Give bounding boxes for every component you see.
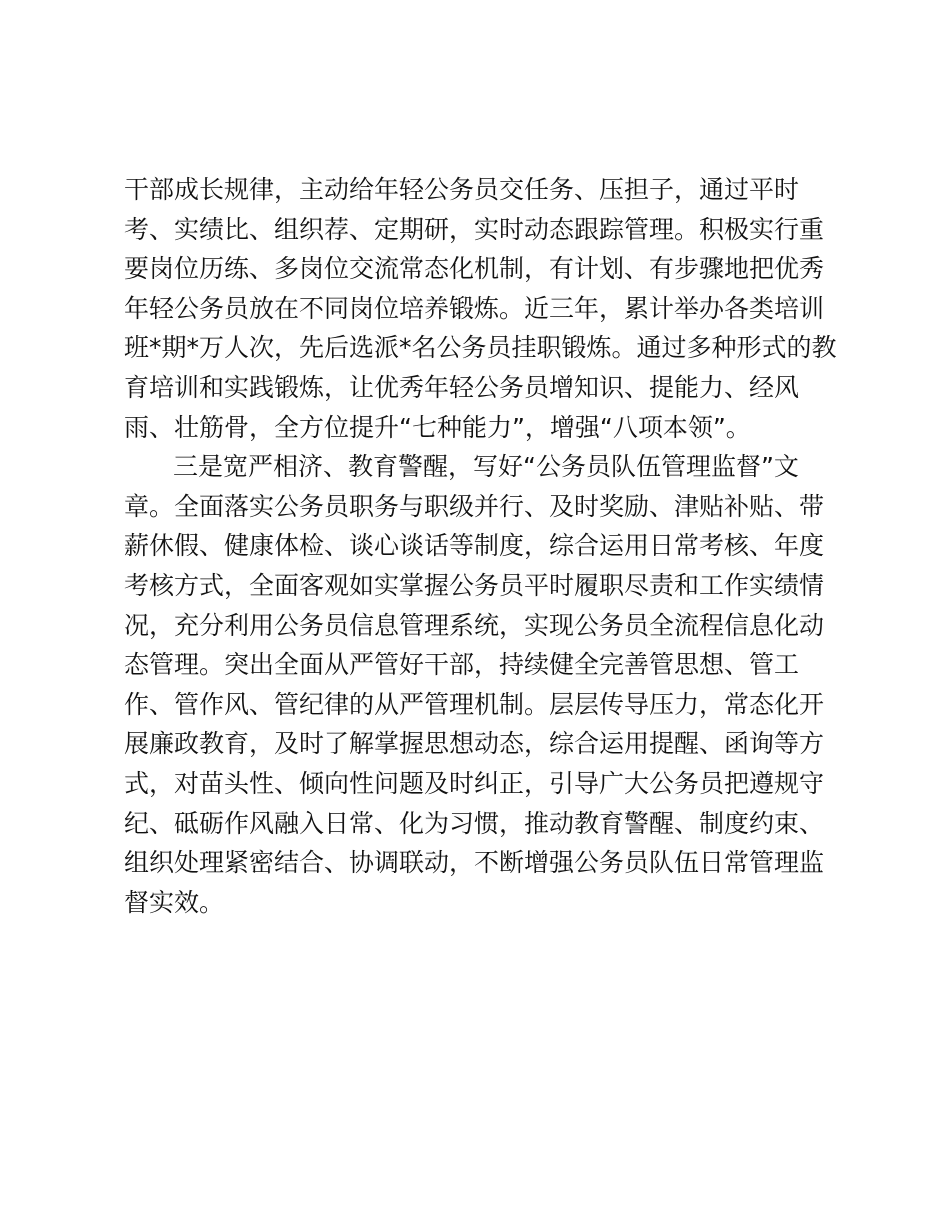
text-line: 考核方式，全面客观如实掌握公务员平时履职尽责和工作实绩情 bbox=[124, 570, 825, 600]
text-line: 态管理。突出全面从严管好干部，持续健全完善管思想、管工 bbox=[124, 650, 800, 680]
text-line: 要岗位历练、多岗位交流常态化机制，有计划、有步骤地把优秀 bbox=[124, 254, 825, 284]
body-text bbox=[124, 170, 844, 922]
text-line: 年轻公务员放在不同岗位培养锻炼。近三年，累计举办各类培训 bbox=[124, 293, 825, 323]
text-line: 组织处理紧密结合、协调联动，不断增强公务员队伍日常管理监 bbox=[124, 848, 825, 878]
text-line: 三是宽严相济、教育警醒，写好“公务员队伍管理监督”文 bbox=[173, 452, 799, 482]
text-line: 薪休假、健康体检、谈心谈话等制度，综合运用日常考核、年度 bbox=[124, 531, 825, 561]
text-line: 育培训和实践锻炼，让优秀年轻公务员增知识、提能力、经风 bbox=[124, 372, 800, 402]
text-line: 督实效。 bbox=[124, 887, 225, 917]
text-line: 式，对苗头性、倾向性问题及时纠正，引导广大公务员把遵规守 bbox=[124, 768, 825, 798]
text-line: 雨、壮筋骨，全方位提升“七种能力”，增强“八项本领”。 bbox=[124, 412, 751, 442]
text-line: 班*期*万人次，先后选派*名公务员挂职锻炼。通过多种形式的教 bbox=[124, 333, 837, 363]
text-line: 考、实绩比、组织荐、定期研，实时动态跟踪管理。积极实行重 bbox=[124, 214, 825, 244]
text-line: 章。全面落实公务员职务与职级并行、及时奖励、津贴补贴、带 bbox=[124, 491, 825, 521]
text-line: 作、管作风、管纪律的从严管理机制。层层传导压力，常态化开 bbox=[124, 689, 825, 719]
paragraph-1 bbox=[124, 170, 844, 447]
text-line: 况，充分利用公务员信息管理系统，实现公务员全流程信息化动 bbox=[124, 610, 825, 640]
text-line: 干部成长规律，主动给年轻公务员交任务、压担子，通过平时 bbox=[124, 175, 800, 204]
text-line: 展廉政教育，及时了解掌握思想动态，综合运用提醒、函询等方 bbox=[124, 729, 825, 759]
text-line: 纪、砥砺作风融入日常、化为习惯，推动教育警醒、制度约束、 bbox=[124, 808, 825, 838]
paragraph-2 bbox=[124, 447, 844, 922]
